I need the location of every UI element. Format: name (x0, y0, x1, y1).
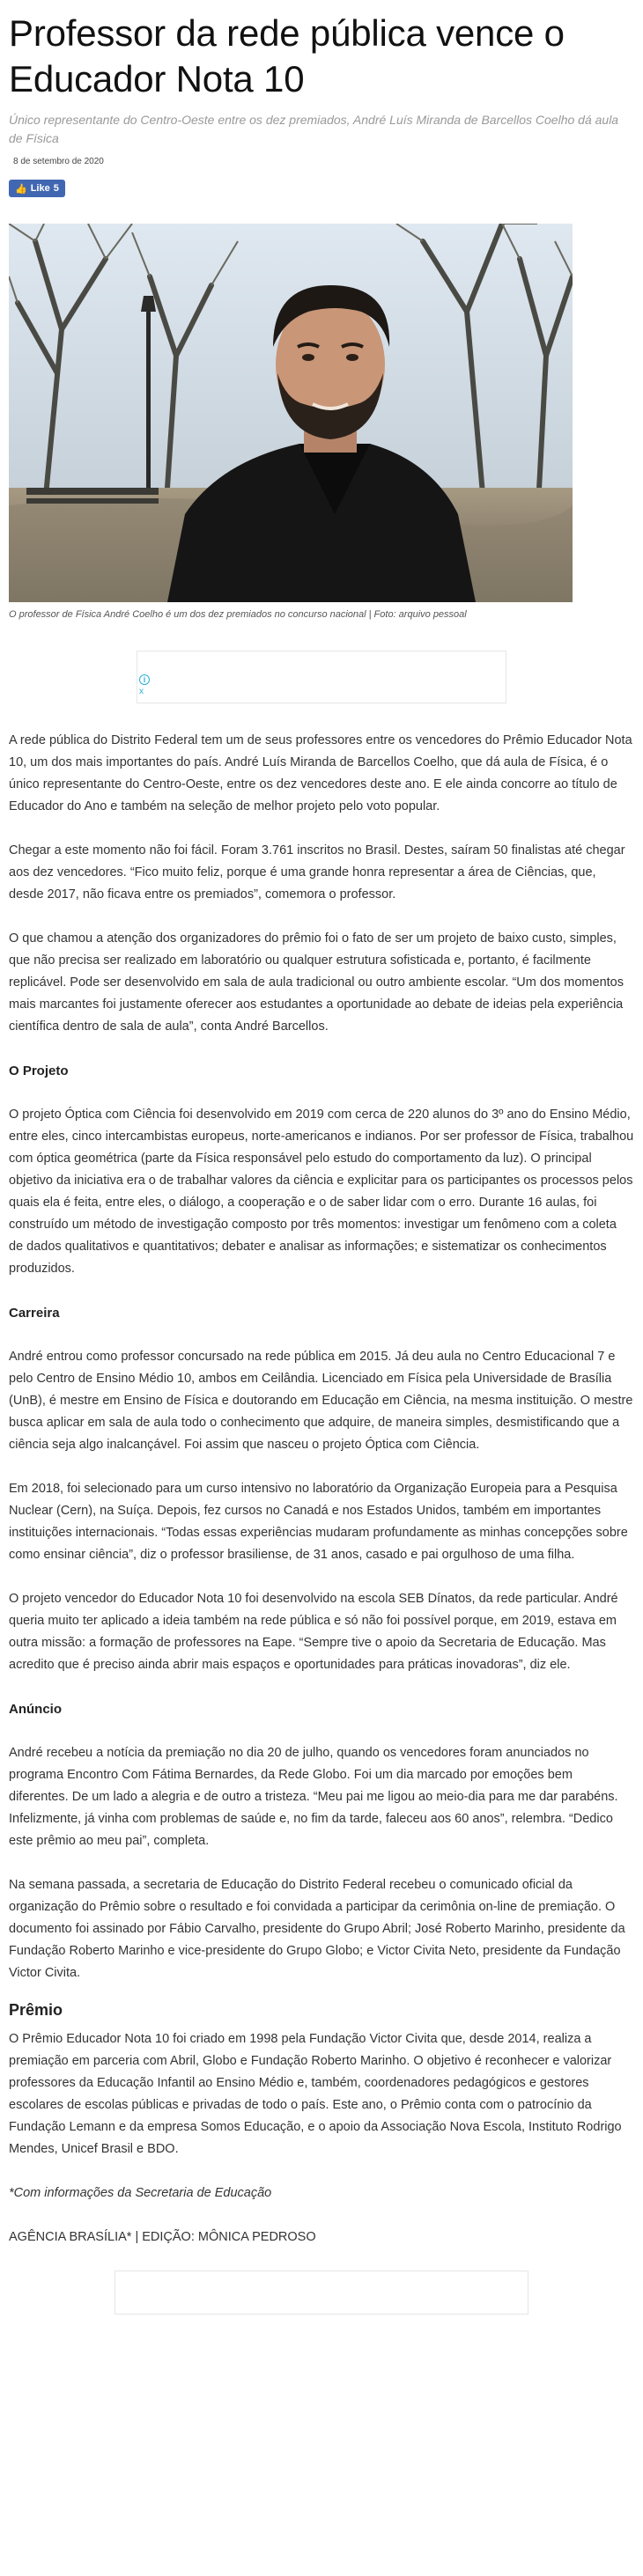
section-heading-anuncio: Anúncio (9, 1702, 62, 1717)
paragraph: Chegar a este momento não foi fácil. Foram 3.761 inscritos no Brasil. Destes, saíram 50 finalistas até chegar aos dez vencedores. “Fico muito feliz, porque é uma grande honra representar a área de Ciências, que, desde 2017, não ficava entre os premiados”, comemora o professor. (9, 843, 625, 902)
ad-close-icon[interactable]: x (139, 687, 144, 696)
like-label: Like (30, 183, 50, 194)
paragraph: André entrou como professor concursado na rede pública em 2015. Já deu aula no Centro Educacional 7 e pelo Centro de Ensino Médio 10, ambos em Ceilândia. Licenciado em Física pela Universidade de Brasília (UnB), é mestre em Ensino de Física e doutorando em Educação em Ciência, na mesma instituição. O mestre busca aplicar em sala de aula todo o conhecimento que adquire, de maneira simples, desmistificando que a ciência seja algo inalcançável. Foi assim que nasceu o projeto Óptica com Ciência. (9, 1350, 633, 1452)
paragraph: O que chamou a atenção dos organizadores do prêmio foi o fato de ser um projeto de baixo custo, simples, que não precisa ser realizado em laboratório ou qualquer estrutura sofisticada e, portanto, é facilmente replicável. Pode ser desenvolvido em sala de aula tradicional ou outro ambiente escolar. “Um dos momentos mais marcantes foi justamente oferecer aos estudantes a oportunidade ao debate de ideias pela experiência científica dentro de sala de aula”, conta André Barcellos. (9, 931, 624, 1034)
author-credit: AGÊNCIA BRASÍLIA* | EDIÇÃO: MÔNICA PEDROSO (9, 2230, 316, 2244)
thumbs-up-icon: 👍 (15, 183, 27, 195)
advertisement-slot-bottom[interactable] (115, 2271, 528, 2315)
portrait-illustration (9, 224, 573, 602)
paragraph: Em 2018, foi selecionado para um curso intensivo no laboratório da Organização Europeia para a Pesquisa Nuclear (Cern), na Suíça. Depois, fez cursos no Canadá e nos Estados Unidos, também em importantes instituições internacionais. “Todas essas experiências mudaram profundamente as minhas concepções sobre como ensinar ciência”, diz o professor brasiliense, de 31 anos, casado e pai orgulhoso de uma filha. (9, 1482, 628, 1562)
like-count: 5 (53, 183, 59, 194)
section-heading-carreira: Carreira (9, 1306, 60, 1321)
photo-caption: O professor de Física André Coelho é um dos dez premiados no concurso nacional | Foto: arquivo pessoal (9, 609, 467, 620)
section-heading-premio: Prêmio (9, 2001, 63, 2019)
paragraph: A rede pública do Distrito Federal tem um de seus professores entre os vencedores do Prêmio Educador Nota 10, um dos mais importantes do país. André Luís Miranda de Barcellos Coelho, que dá aula de Física, é o único representante do Centro-Oeste, entre os dez vencedores deste ano. E ele ainda concorre ao título de Educador do Ano e também na seleção de melhor projeto pelo voto popular. (9, 733, 632, 813)
paragraph: Na semana passada, a secretaria de Educação do Distrito Federal recebeu o comunicado oficial da organização do Prêmio sobre o resultado e foi convidada a participar da cerimônia on-line de premiação. O documento foi assinado por Fábio Carvalho, presidente do Grupo Abril; José Roberto Marinho, presidente da Fundação Roberto Marinho e vice-presidente do Grupo Globo; e Victor Civita Neto, presidente da Fundação Victor Civita. (9, 1878, 625, 1980)
ad-info-icon[interactable]: i (139, 674, 150, 685)
paragraph: O Prêmio Educador Nota 10 foi criado em 1998 pela Fundação Victor Civita que, desde 2014, realiza a premiação em parceria com Abril, Globo e Fundação Roberto Marinho. O objetivo é reconhecer e valorizar professores da Educação Infantil ao Ensino Médio e, também, coordenadores pedagógicos e gestores escolares de escolas públicas e privadas de todo o país. Este ano, o Prêmio conta com o patrocínio da Fundação Lemann e da empresa Somos Educação, e o apoio da Associação Nova Escola, Instituto Rodrigo Mendes, Unicef Brasil e BDO. (9, 2032, 622, 2156)
facebook-like-button[interactable] (9, 180, 65, 197)
paragraph: O projeto vencedor do Educador Nota 10 foi desenvolvido na escola SEB Dínatos, da rede particular. André queria muito ter aplicado a ideia também na rede pública e só não foi possível porque, em 2019, estava em outra missão: a formação de professores na Eape. “Sempre tive o apoio da Secretaria de Educação. Mas acredito que é preciso ainda abrir mais espaços e oportunidades para práticas inovadoras”, diz ele. (9, 1592, 618, 1672)
article-title: Professor da rede pública vence o Educador Nota 10 (9, 12, 565, 99)
paragraph: André recebeu a notícia da premiação no dia 20 de julho, quando os vencedores foram anunciados no programa Encontro Com Fátima Bernardes, da Rede Globo. Foi um dia marcado por emoções bem diferentes. De um lado a alegria e de outro a tristeza. “Meu pai me ligou ao meio-dia para me dar parabéns. Infelizmente, já vinha com problemas de saúde e, no fim da tarde, faleceu aos 60 anos”, relembra. “Dedico este prêmio ao meu pai”, completa. (9, 1746, 618, 1848)
article-photo (9, 224, 573, 602)
publish-date: 8 de setembro de 2020 (13, 157, 104, 166)
advertisement-slot[interactable] (137, 651, 506, 703)
source-note: *Com informações da Secretaria de Educação (9, 2186, 272, 2200)
paragraph: O projeto Óptica com Ciência foi desenvolvido em 2019 com cerca de 220 alunos do 3º ano do Ensino Médio, entre eles, cinco intercambistas europeus, norte-americanos e indianos. Por ser professor de Física, trabalhou com óptica geométrica (parte da Física responsável pelo estudo do comportamento da luz). O principal objetivo da iniciativa era o de trabalhar valores da ciência e explicitar para os participantes os processos pelos quais ela é feita, entre eles, o diálogo, a cooperação e o de saber lidar com o erro. Durante 16 aulas, foi construído um método de investigação composto por três momentos: investigar um fenômeno com a coleta de dados qualitativos e quantitativos; debater e analisar as informações; e sistematizar os conhecimentos produzidos. (9, 1108, 634, 1276)
section-heading-projeto: O Projeto (9, 1064, 69, 1078)
article-body (9, 730, 634, 2248)
article-subtitle: Único representante do Centro-Oeste entre os dez premiados, André Luís Miranda de Barcellos Coelho dá aula de Física (9, 113, 619, 145)
